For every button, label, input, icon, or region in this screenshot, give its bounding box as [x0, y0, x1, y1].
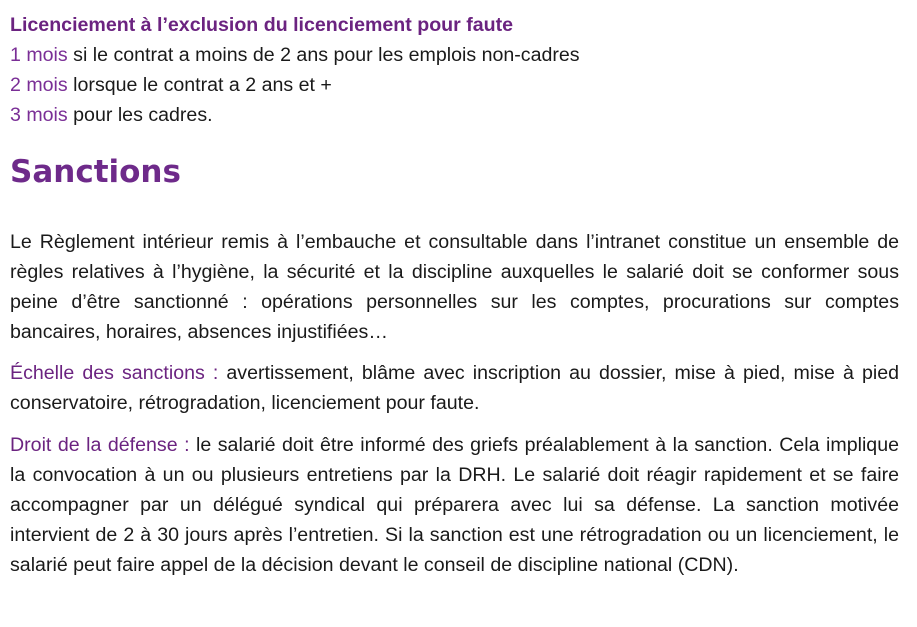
- notice-period: 2 mois: [10, 74, 68, 96]
- defense-right-paragraph: [10, 430, 899, 580]
- notice-period: 3 mois: [10, 104, 68, 126]
- notice-item: [10, 70, 899, 100]
- sanction-scale-paragraph: [10, 358, 899, 418]
- section-title: Sanctions: [10, 154, 181, 190]
- notice-text: pour les cadres.: [67, 104, 213, 126]
- notice-text: lorsque le contrat a 2 ans et +: [67, 74, 332, 96]
- notice-heading: Licenciement à l’exclusion du licenciement pour faute: [10, 14, 514, 36]
- notice-item: [10, 40, 899, 70]
- notice-text: si le contrat a moins de 2 ans pour les emplois non-cadres: [67, 44, 580, 66]
- sanction-scale-label: Échelle des sanctions :: [10, 362, 219, 384]
- intro-paragraph: Le Règlement intérieur remis à l’embauche et consultable dans l’intranet constitue un ensemble de règles relatives à l’hygiène, la sécurité et la discipline auxquelles le salarié doit se conformer sous peine d’être sanctionné : opérations personnelles sur les comptes, procurations sur comptes bancaires, horaires, absences injustifiées…: [10, 231, 899, 343]
- notice-period: 1 mois: [10, 44, 68, 66]
- notice-item: [10, 100, 899, 130]
- defense-right-label: Droit de la défense :: [10, 434, 190, 456]
- defense-right-text: le salarié doit être informé des griefs préalablement à la sanction. Cela implique la convocation à un ou plusieurs entretiens par la DRH. Le salarié doit réagir rapidement et se faire accompagner par un délégué syndical qui préparera avec lui sa défense. La sanction motivée intervient de 2 à 30 jours après l’entretien. Si la sanction est une rétrogradation ou un licenciement, le salarié peut faire appel de la décision devant le conseil de discipline national (CDN).: [10, 434, 899, 576]
- sanction-scale-text: avertissement, blâme avec inscription au dossier, mise à pied, mise à pied conservatoire, rétrogradation, licenciement pour faute.: [10, 362, 899, 414]
- notice-list: [10, 40, 899, 130]
